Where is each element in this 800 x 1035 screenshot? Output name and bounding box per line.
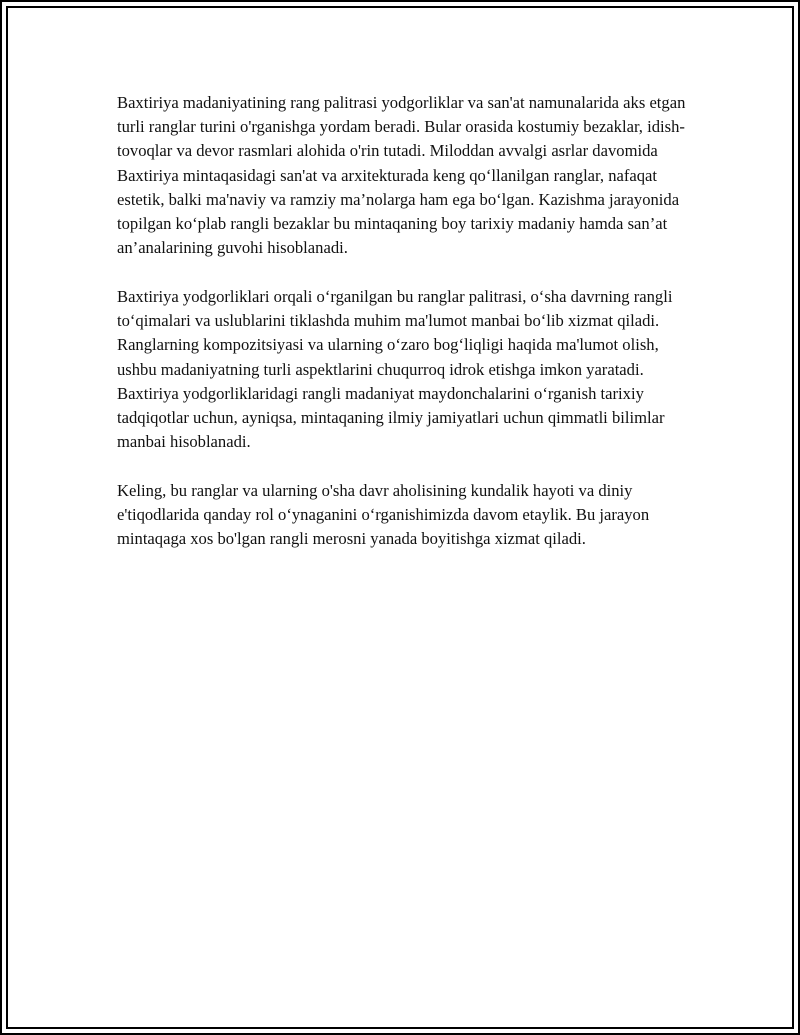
paragraph-1: Baxtiriya madaniyatining rang palitrasi yodgorliklar va san'at namunalarida aks etgan turli ranglar turini o'rganishga yordam beradi. Bular orasida kostumiy bezaklar, idish-tovoqlar va devor rasmlari alohida o'rin tutadi. Miloddan avvalgi asrlar davomida Baxtiriya mintaqasidagi san'at va arxitekturada keng qo‘llanilgan ranglar, nafaqat estetik, balki ma'naviy va ramziy ma’nolarga ham ega bo‘lgan. Kazishma jarayonida topilgan ko‘plab rangli bezaklar bu mintaqaning boy tarixiy madaniy hamda san’at an’analarining guvohi hisoblanadi. [117,93,686,258]
paragraph-3: Keling, bu ranglar va ularning o'sha davr aholisining kundalik hayoti va diniy e'tiqodlarida qanday rol o‘ynaganini o‘rganishimizda davom etaylik. Bu jarayon mintaqaga xos bo'lgan rangli merosni yanada boyitishga xizmat qiladi. [117,480,650,549]
document-body [117,91,687,576]
paragraph-2: Baxtiriya yodgorliklari orqali o‘rganilgan bu ranglar palitrasi, o‘sha davrning rangli to‘qimalari va uslublarini tiklashda muhim ma'lumot manbai bo‘lib xizmat qiladi. Ranglarning kompozitsiyasi va ularning o‘zaro bog‘liqligi haqida ma'lumot olish, ushbu madaniyatning turli aspektlarini chuqurroq idrok etishga imkon yaratadi. Baxtiriya yodgorliklaridagi rangli madaniyat maydonchalarini o‘rganish tarixiy tadqiqotlar uchun, ayniqsa, mintaqaning ilmiy jamiyatlari uchun qimmatli bilimlar manbai hisoblanadi. [117,286,673,452]
